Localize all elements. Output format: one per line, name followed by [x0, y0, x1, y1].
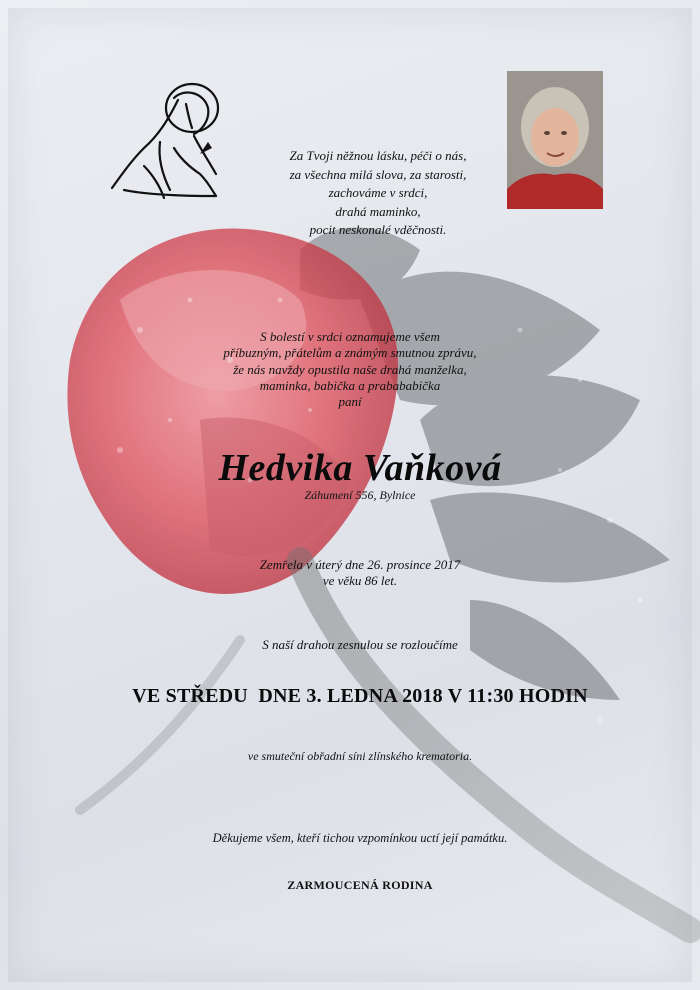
death-date: Zemřela v úterý dne 26. prosince 2017 [259, 557, 461, 572]
thanks-text: Děkujeme všem, kteří tichou vzpomínkou uctí její památku. [212, 831, 508, 845]
verse-line: drahá maminko, [335, 203, 421, 219]
announcement-line: S bolestí v srdci oznamujeme všem [260, 329, 440, 344]
death-details [200, 557, 520, 589]
announcement-line: příbuzným, přátelům a známým smutnou zprávu, [223, 345, 477, 361]
verse-line: Za Tvoji něžnou lásku, péči o nás, [289, 148, 467, 163]
memorial-verse [230, 147, 526, 240]
verse-line: za všechna milá slova, za starosti, [289, 166, 467, 182]
deceased-info [100, 448, 620, 503]
announcement-line: paní [338, 394, 362, 410]
announcement-line: že nás navždy opustila naše drahá manželka, [233, 361, 467, 377]
deceased-address: Záhumení 556, Bylnice [304, 488, 416, 502]
madonna-icon [104, 78, 234, 208]
family-signature: ZARMOUCENÁ RODINA [287, 878, 433, 892]
ceremony-place: ve smuteční obřadní síni zlínského krematoria. [247, 749, 473, 763]
death-announcement [160, 329, 540, 410]
farewell-text: S naší drahou zesnulou se rozloučíme [262, 637, 458, 652]
deceased-name: Hedvika Vaňková [218, 447, 502, 489]
ceremony-datetime: VE STŘEDU DNE 3. LEDNA 2018 V 11:30 HODIN [132, 685, 588, 707]
verse-line: pocit neskonalé vděčnosti. [309, 222, 447, 237]
death-age: ve věku 86 let. [322, 573, 398, 588]
announcement-line: maminka, babička a prabababička [259, 377, 441, 393]
verse-line: zachováme v srdci, [328, 185, 428, 200]
